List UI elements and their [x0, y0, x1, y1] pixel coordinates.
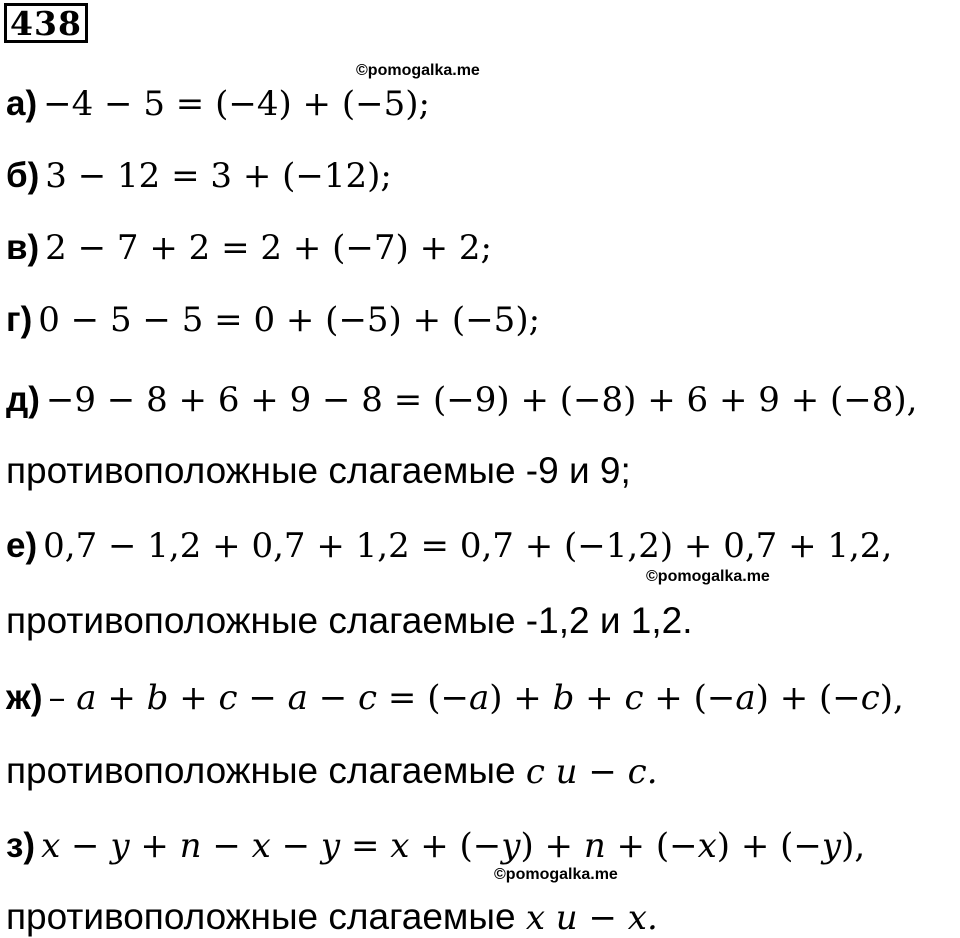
line-b	[6, 156, 392, 196]
line-b-expr: 3 − 12 = 3 + (−12);	[45, 156, 392, 196]
line-z-note	[6, 896, 658, 938]
line-v-expr: 2 − 7 + 2 = 2 + (−7) + 2;	[45, 228, 492, 268]
line-g-expr: 0 − 5 − 5 = 0 + (−5) + (−5);	[38, 300, 541, 340]
watermark-bottom: ©pomogalka.me	[494, 866, 618, 883]
line-e-expr: 0,7 − 1,2 + 0,7 + 1,2 = 0,7 + (−1,2) + 0,7 + 1,2,	[43, 526, 893, 566]
line-g	[6, 300, 541, 340]
line-v	[6, 228, 492, 268]
line-z-note-text: противоположные слагаемые	[6, 896, 526, 937]
line-e-label: е)	[6, 526, 38, 565]
line-z-note-vars: 𝑥 и − 𝑥.	[525, 898, 658, 938]
line-d-note-text: противоположные слагаемые -9 и 9;	[6, 450, 631, 491]
line-z-label: з)	[6, 826, 36, 865]
line-zh-note-vars: 𝑐 и − 𝑐.	[525, 752, 658, 792]
line-zh-note	[6, 750, 658, 792]
watermark-middle: ©pomogalka.me	[646, 568, 770, 585]
line-zh-label: ж)	[6, 678, 43, 717]
line-z	[6, 826, 866, 866]
line-a-label: а)	[6, 84, 38, 123]
line-d	[6, 380, 918, 420]
line-zh-note-text: противоположные слагаемые	[6, 750, 526, 791]
line-a-expr: −4 − 5 = (−4) + (−5);	[43, 84, 430, 124]
watermark-top: ©pomogalka.me	[356, 62, 480, 79]
line-zh	[6, 678, 904, 718]
line-b-label: б)	[6, 156, 40, 195]
line-e-note	[6, 602, 693, 639]
line-e	[6, 526, 893, 566]
problem-number: 438	[4, 3, 88, 43]
line-e-note-text: противоположные слагаемые -1,2 и 1,2.	[6, 600, 693, 641]
line-a	[6, 84, 430, 124]
line-d-label: д)	[6, 380, 40, 419]
line-zh-expr: – 𝑎 + 𝑏 + 𝑐 − 𝑎 − 𝑐 = (−𝑎) + 𝑏 + 𝑐 + (−𝑎) + (−𝑐),	[48, 678, 904, 718]
line-d-note	[6, 452, 631, 489]
line-z-expr: 𝑥 − 𝑦 + 𝑛 − 𝑥 − 𝑦 = 𝑥 + (−𝑦) + 𝑛 + (−𝑥) + (−𝑦),	[41, 826, 866, 866]
line-v-label: в)	[6, 228, 40, 267]
line-g-label: г)	[6, 300, 33, 339]
line-d-expr: −9 − 8 + 6 + 9 − 8 = (−9) + (−8) + 6 + 9 + (−8),	[45, 380, 918, 420]
